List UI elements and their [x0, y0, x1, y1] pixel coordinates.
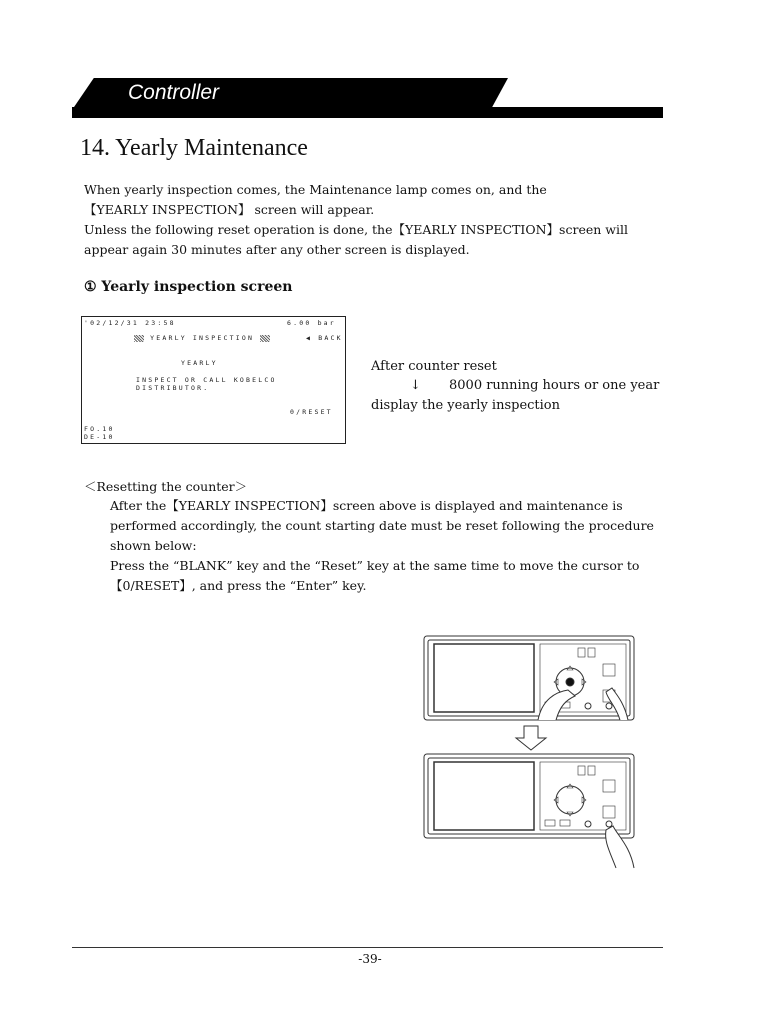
note-line-3: display the yearly inspection	[371, 398, 560, 413]
lcd-screen	[81, 316, 346, 444]
intro-line-2: 【YEARLY INSPECTION】 screen will appear.	[84, 202, 375, 217]
intro-line-3: Unless the following reset operation is done, the【YEARLY INSPECTION】screen will	[84, 222, 628, 237]
footer-rule	[72, 947, 663, 948]
controller-illustration	[420, 630, 650, 870]
reset-line-5: 【0/RESET】, and press the “Enter” key.	[110, 578, 367, 593]
lcd-yearly: YEARLY	[181, 359, 218, 367]
lcd-fo: FO.10	[84, 425, 115, 433]
lcd-de: DE-10	[84, 433, 115, 441]
header-rule	[72, 107, 663, 118]
intro-line-4: appear again 30 minutes after any other screen is displayed.	[84, 242, 470, 257]
hatch-right-icon	[260, 335, 270, 342]
lcd-screen-title: YEARLY INSPECTION	[150, 334, 255, 342]
intro-line-1: When yearly inspection comes, the Maintenance lamp comes on, and the	[84, 182, 547, 197]
hatch-left-icon	[134, 335, 144, 342]
lcd-pressure: 6.00 bar	[287, 319, 336, 327]
reset-heading: ＜Resetting the counter＞	[84, 479, 248, 494]
lcd-reset: 0/RESET	[290, 408, 333, 416]
reset-line-2: performed accordingly, the count starting date must be reset following the procedure	[110, 518, 654, 533]
lcd-message-1: INSPECT OR CALL KOBELCO	[136, 376, 277, 384]
lcd-back: ◀ BACK	[306, 334, 343, 342]
header-title: Controller	[128, 81, 220, 104]
note-arrow: ↓	[410, 378, 421, 393]
page-title: 14. Yearly Maintenance	[80, 135, 308, 161]
lcd-message-2: DISTRIBUTOR.	[136, 384, 210, 392]
reset-line-4: Press the “BLANK” key and the “Reset” key at the same time to move the cursor to	[110, 558, 640, 573]
down-arrow-icon	[516, 726, 546, 750]
page-number: -39-	[358, 952, 382, 966]
panel-top	[424, 636, 634, 720]
note-line-1: After counter reset	[371, 359, 497, 374]
subheading: ① Yearly inspection screen	[84, 279, 293, 295]
panel-bottom	[424, 754, 634, 868]
reset-line-1: After the【YEARLY INSPECTION】screen above is displayed and maintenance is	[110, 498, 623, 513]
reset-line-3: shown below:	[110, 538, 197, 553]
lcd-datetime: '02/12/31 23:58	[84, 319, 176, 327]
lcd-title-row	[134, 334, 270, 342]
note-line-2: 8000 running hours or one year	[449, 378, 660, 393]
